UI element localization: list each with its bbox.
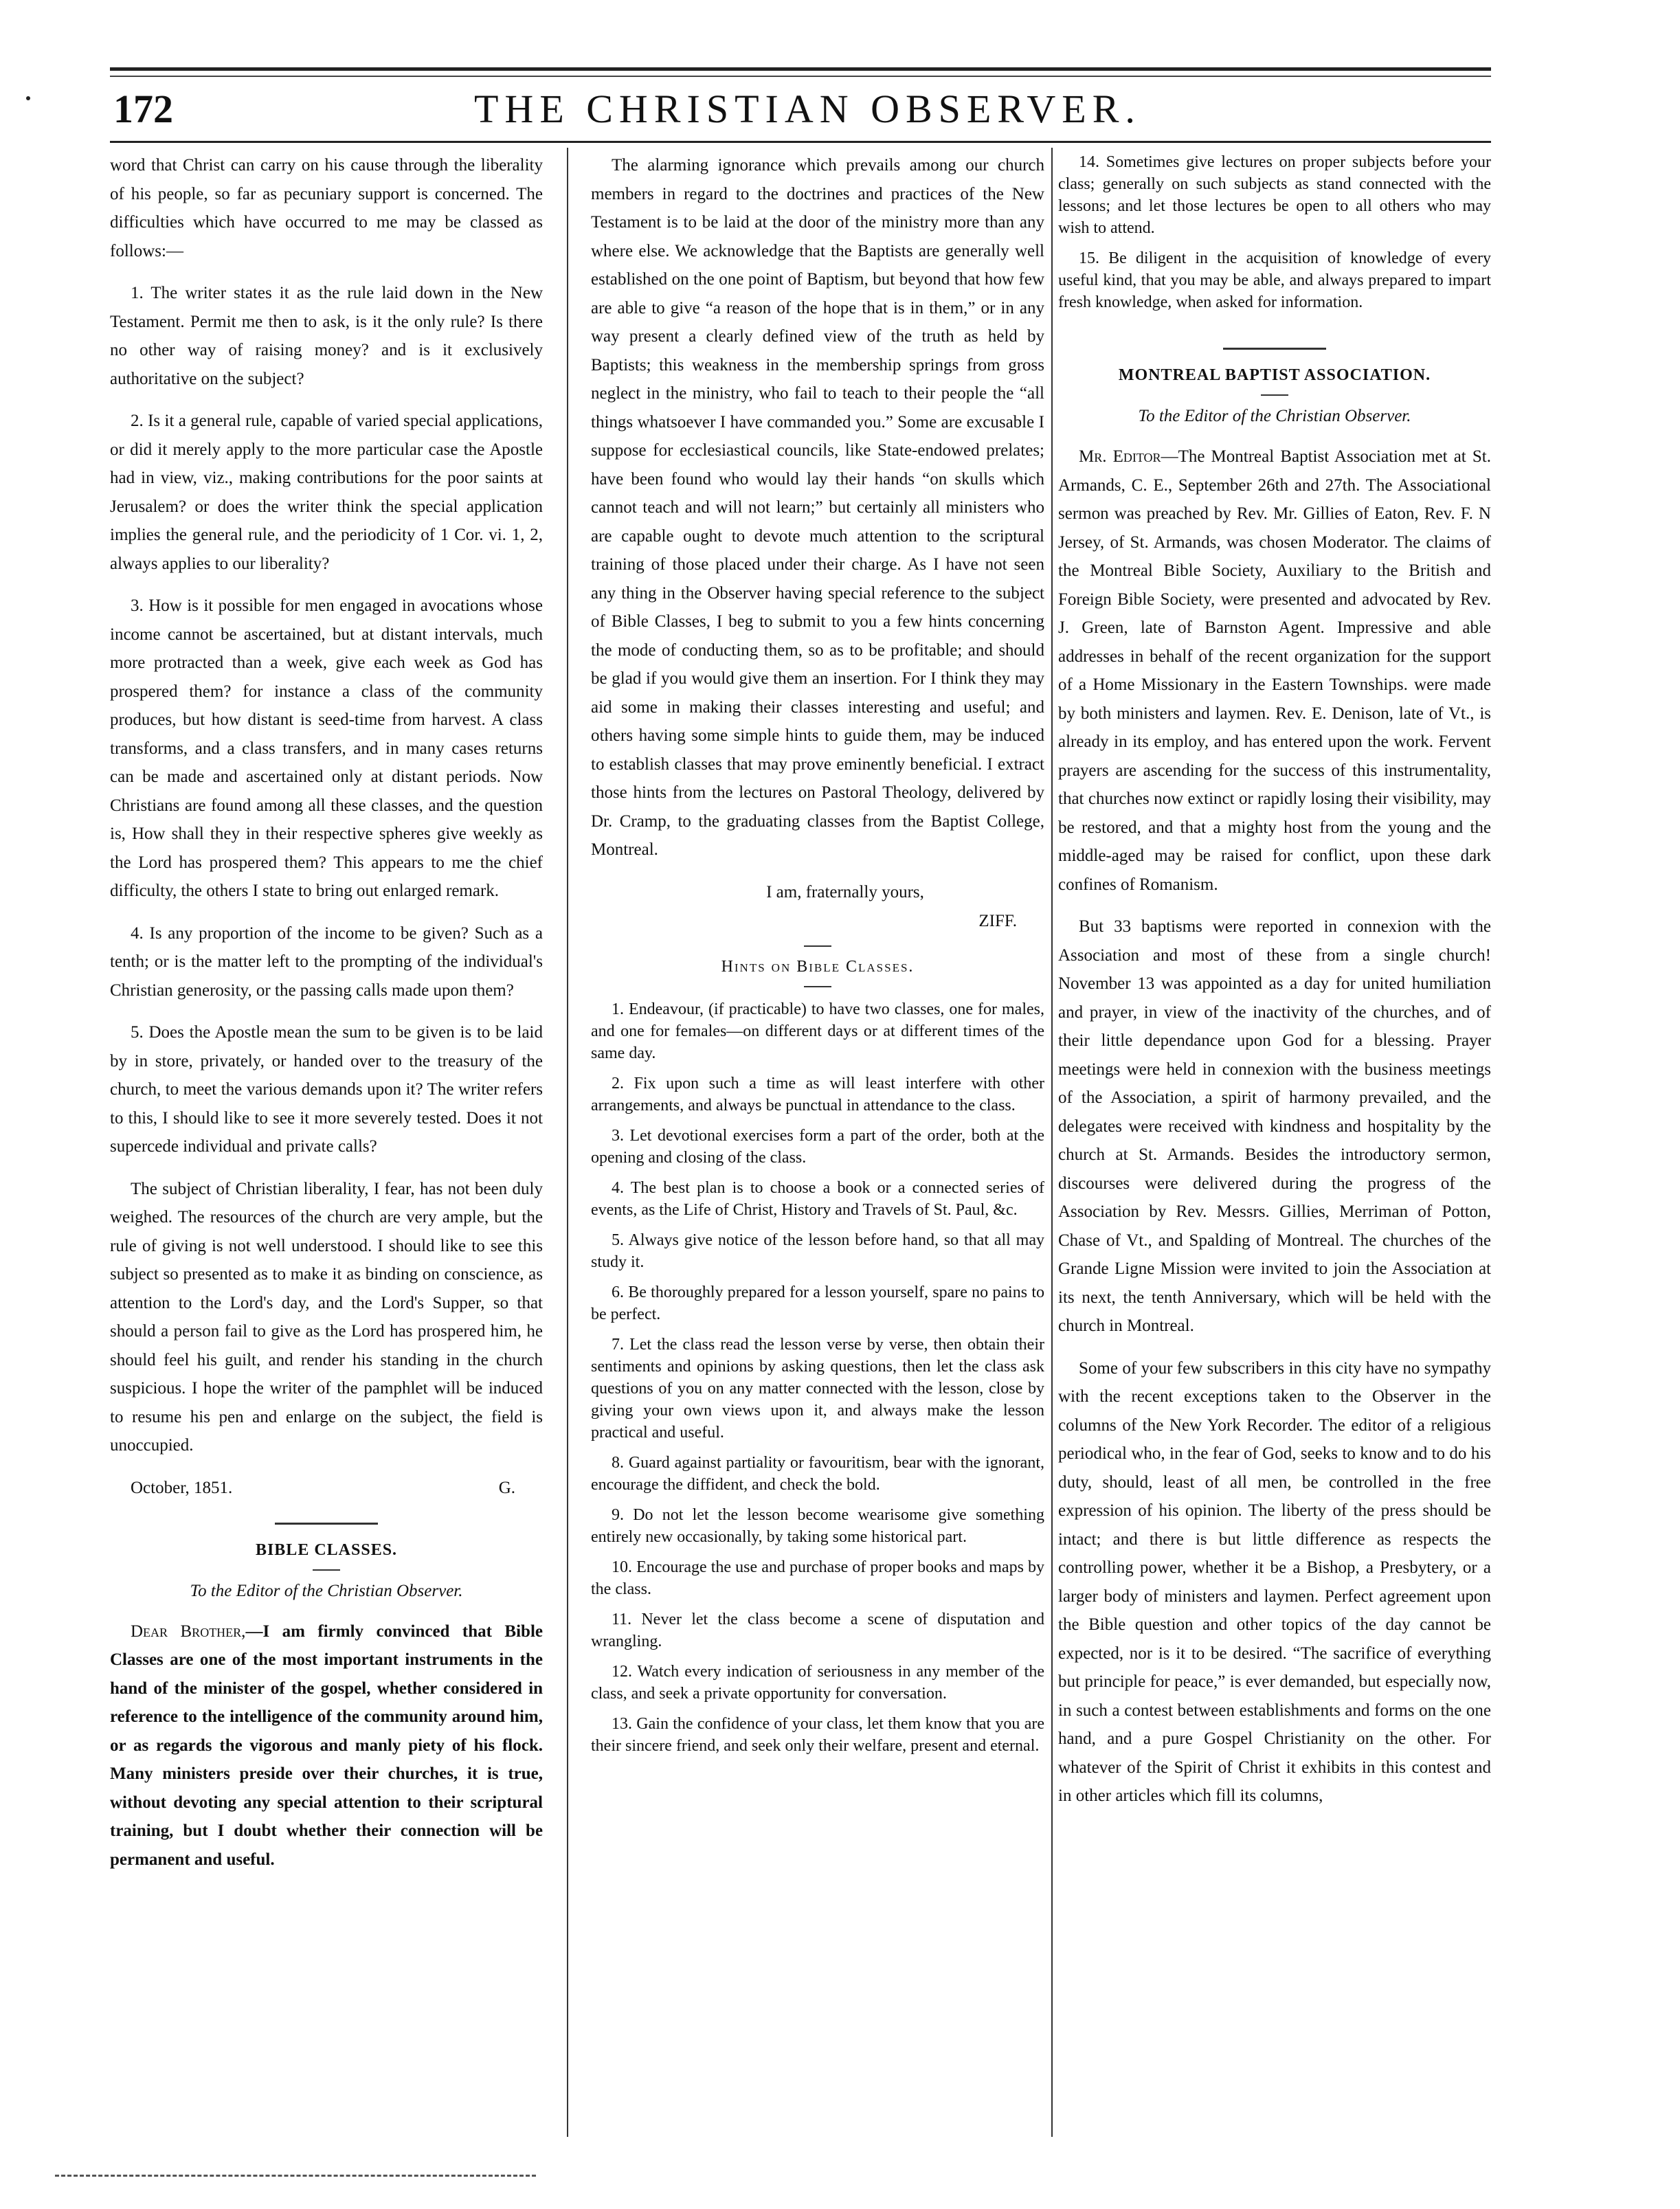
list-item: 8. Guard against partiality or favouritism, bear with the ignorant, encourage the diffident, and check the bold. [591,1453,1044,1494]
letter-closing: I am, fraternally yours, [766,882,924,901]
list-item: 3. Let devotional exercises form a part of the order, both at the opening and closing of the class. [591,1126,1044,1167]
top-rule [110,67,1491,71]
paragraph: 5. Does the Apostle mean the sum to be given is to be laid by in store, privately, or handed over to the treasury of the church, to meet the various demands upon it? The writer refers to this, I should like to see it more severely tested. Does it not supercede individual and private calls? [110,1023,543,1156]
editor-address: To the Editor of the Christian Observer. [190,1581,463,1600]
column-middle [591,151,1044,1765]
section-dash [804,945,831,947]
paragraph: 3. How is it possible for men engaged in avocations whose income cannot be ascertained, but at distant intervals, much more protracted than a week, give each week as God has prospered them? for instance a class of the community produces, but how distant is seed-time from harvest. A class transforms, and a class transfers, and in many cases returns can be made and ascertained only at distant periods. Now Christians are found among all these classes, and the question is, How shall they in their respective spheres give weekly as the Lord has prospered them? This appears to me the chief difficulty, the others I state to bring out enlarged remark. [110,596,543,900]
list-item: 6. Be thoroughly prepared for a lesson yourself, spare no pains to be perfect. [591,1283,1044,1323]
list-item: 9. Do not let the lesson become wearisome give something entirely new occasionally, by taking some historical part. [591,1505,1044,1546]
paragraph [110,1617,543,1874]
masthead-title: THE CHRISTIAN OBSERVER. [474,87,1141,131]
list-item: 12. Watch every indication of seriousness in any member of the class, and seek a private opportunity for conversation. [591,1662,1044,1703]
salutation: Mr. Editor [1079,447,1161,466]
list-item: 4. The best plan is to choose a book or a connected series of events, as the Life of Christ, History and Travels of St. Paul, &c. [591,1178,1044,1219]
section-rule [275,1523,378,1525]
section-heading: MONTREAL BAPTIST ASSOCIATION. [1118,366,1431,384]
paragraph: But 33 baptisms were reported in connexion with the Association and most of these from a single church! November 13 was appointed as a day for united humiliation and prayer, in view of the inactivity of the churches, and of their little dependance upon God for a blessing. Prayer meetings were held in connexion with the business meetings of the Association, a spirit of harmony prevailed, and the delegates were received with kindness and hospitality by the church at St. Armands. Besides the introductory sermon, discourses were delivered during the progress of the Association by Rev. Messrs. Gillies, Merriman of Potton, Chase of Vt., and Spalding of Montreal. The churches of the Grande Ligne Mission were invited to join the Association at its next, the tenth Anniversary, which will be held with the church in Montreal. [1058,917,1491,1335]
heading-dash [313,1569,340,1571]
list-item: 14. Sometimes give lectures on proper subjects before your class; generally on such subjects as stand connected with the lessons; and let those lectures be open to all others who may wish to attend. [1058,153,1491,237]
column-divider [567,148,568,2137]
letter-signature: G. [498,1478,515,1497]
paragraph: Some of your few subscribers in this city have no sympathy with the recent exceptions taken to the Observer in the columns of the New York Recorder. The editor of a religious periodical who, in the fear of God, seeks to know and to do his duty, should, least of all men, be controlled in the free expression of his opinion. The liberty of the press should be intact; and there is but little difference as respects the controlling power, whether it be a Bishop, a Presbytery, or a larger body of ministers and laymen. Perfect agreement upon the Bible question and other topics of the day cannot be expected, nor is it to be desired. “The sacrifice of everything but principle for peace,” is ever demanded, but especially now, in such a contest between establishments and forms on the one hand, and a pure Gospel Christianity on the other. For whatever of the Spirit of Christ it exhibits in this contest and in other articles which fill its columns, [1058,1358,1491,1805]
paragraph: 1. The writer states it as the rule laid down in the New Testament. Permit me then to ask, is it the only rule? Is there no other way of raising money? and is it exclusively authoritative on the subject? [110,284,543,388]
list-item: 13. Gain the confidence of your class, let them know that you are their sincere friend, and seek only their welfare, present and eternal. [591,1714,1044,1755]
print-speck [26,96,30,100]
editor-address: To the Editor of the Christian Observer. [1138,407,1411,425]
list-item: 2. Fix upon such a time as will least interfere with other arrangements, and always be punctual in attendance to the class. [591,1074,1044,1114]
heading-dash [804,986,831,987]
paragraph: 4. Is any proportion of the income to be given? Such as a tenth; or is the matter left to the prompting of the individual's Christian generosity, or the passing calls made upon them? [110,923,543,1000]
list-item: 11. Never let the class become a scene of disputation and wrangling. [591,1610,1044,1650]
list-item: 10. Encourage the use and purchase of proper books and maps by the class. [591,1558,1044,1598]
paragraph: The alarming ignorance which prevails among our church members in regard to the doctrines and practices of the New Testament is to be laid at the door of the ministry more than any where else. We acknowledge that the Baptists are generally well established on the one point of Baptism, but beyond that how few are able to give “a reason of the hope that is in them,” or in any way present a clearly defined view of the truth as held by Baptists; this weakness in the membership springs from gross neglect in the ministry, who fail to teach to their people the “all things whatsoever I have commanded you.” Some are excusable I suppose for ecclesiastical councils, like State-endowed prelates; have been found who would lay their hands “on skulls which cannot teach and will not learn;” but certainly all ministers who are capable ought to devote much attention to the scriptural training of those placed under their charge. As I have not seen any thing in the Observer having special reference to the subject of Bible Classes, I beg to submit to you a few hints concerning the mode of conducting them, so as to be profitable; and should be glad if you would give them an insertion. For I think they may aid some in making their classes interesting and useful; and others having some simple hints to guide them, may be induced to establish classes that may prove eminently beneficial. I extract those hints from the lectures on Pastoral Theology, delivered by Dr. Cramp, to the graduating classes from the Baptist College, Montreal. [591,156,1044,859]
letter-date: October, 1851. [131,1478,233,1497]
column-left [110,151,543,1887]
heading-dash [1261,394,1288,396]
column-right [1058,151,1491,1824]
top-rule-thin [110,76,1491,77]
section-rule [1223,348,1326,350]
bottom-rule [55,2175,536,2177]
paragraph: The subject of Christian liberality, I fear, has not been duly weighed. The resources of the church are very ample, but the rule of giving is not well understood. I should like to see this subject so presented as to make it as binding on conscience, as attention to the Lord's day, and the Lord's Supper, so that should a person fail to give as the Lord has prospered him, he should feel his guilt, and render his standing in the church suspicious. I hope the writer of the pamphlet will be induced to resume his pen and enlarge on the subject, the field is unoccupied. [110,1179,543,1455]
paragraph-text: —I am firmly convinced that Bible Classes are one of the most important instruments in the hand of the minister of the gospel, whether considered in reference to the intelligence of the community around him, or as regards the vigorous and manly piety of his flock. Many ministers preside over their churches, it is true, without devoting any special attention to their scriptural training, but I doubt whether their connection will be permanent and useful. [110,1622,543,1869]
list-item: 7. Let the class read the lesson verse by verse, then obtain their sentiments and opinions by asking questions, then let the class ask questions of you on any matter connected with the lesson, close by giving your own views upon it, and always make the lesson practical and useful. [591,1335,1044,1442]
paragraph-text: —The Montreal Baptist Association met at St. Armands, C. E., September 26th and 27th. The Associational sermon was preached by Rev. Mr. Gillies of Eaton, Rev. F. N Jersey, of St. Armands, was chosen Moderator. The claims of the Montreal Bible Society, Auxiliary to the British and Foreign Bible Society, were presented and advocated by Rev. J. Green, late of Barnston Agent. Impressive and able addresses in behalf of the recent organization for the support of a Home Missionary in the Eastern Townships. were made by both ministers and laymen. Rev. E. Denison, late of Vt., is already in its employ, and has entered upon the work. Fervent prayers are ascending for the success of this instrumentality, that churches now extinct or rapidly losing their visibility, may be restored, and that a mighty host from the young and the middle-aged may be raised for conflict, upon these dark confines of Romanism. [1058,447,1491,894]
list-item: 5. Always give notice of the lesson before hand, so that all may study it. [591,1231,1044,1271]
paragraph: 2. Is it a general rule, capable of varied special applications, or did it merely apply to the more particular case the Apostle had in view, viz., making contributions for the poor saints at Jerusalem? or does the writer think the special application implies the general rule, and the periodicity of 1 Cor. vi. 1, 2, always applies to our liberality? [110,412,543,573]
list-item: 1. Endeavour, (if practicable) to have two classes, one for males, and one for females—on different days or at different times of the same day. [591,1000,1044,1062]
header-rule [110,141,1491,143]
letter-signature: ZIFF. [978,911,1017,930]
section-heading: BIBLE CLASSES. [255,1540,398,1559]
section-heading: Hints on Bible Classes. [721,957,915,976]
column-divider [1051,148,1053,2137]
paragraph [1058,442,1491,899]
paragraph: word that Christ can carry on his cause through the liberality of his people, so far as pecuniary support is concerned. The difficulties which have occurred to me may be classed as follows:— [110,156,543,260]
page-number: 172 [113,87,173,131]
dateline [110,1474,543,1502]
list-item: 15. Be diligent in the acquisition of knowledge of every useful kind, that you may be able, and always prepared to impart fresh knowledge, when asked for information. [1058,249,1491,311]
salutation: Dear Brother, [131,1622,246,1641]
